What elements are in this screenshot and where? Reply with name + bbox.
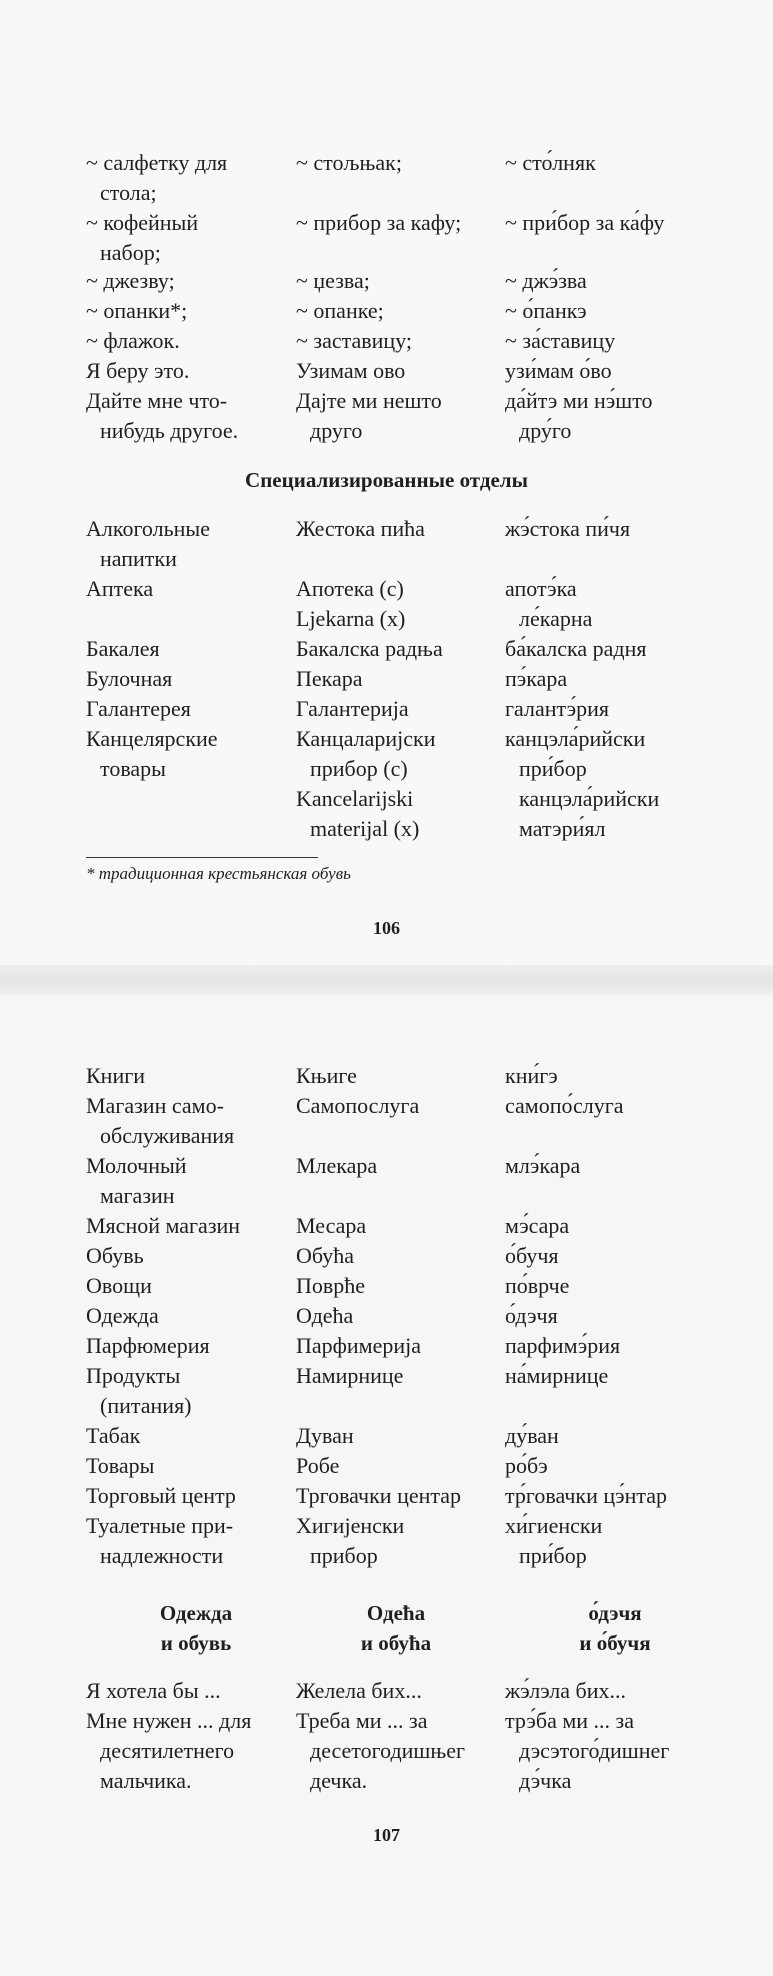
transcription bbox=[505, 1481, 770, 1511]
text-line: ~ при́бор за ка́фу bbox=[505, 210, 665, 235]
text-line: стола; bbox=[100, 180, 157, 205]
text-line: дечка. bbox=[310, 1768, 368, 1793]
transcription bbox=[505, 1451, 770, 1481]
text-line: ~ опанке; bbox=[296, 298, 384, 323]
transcription bbox=[505, 664, 770, 694]
text-line: Треба ми ... за bbox=[296, 1708, 428, 1733]
text-line: Магазин само- bbox=[86, 1093, 224, 1118]
serbian-phrase bbox=[296, 1061, 501, 1091]
transcription bbox=[505, 1421, 770, 1451]
text-line: Обувь bbox=[86, 1243, 144, 1268]
text-line: ~ опанки*; bbox=[86, 298, 188, 323]
text-line: да́йтэ ми нэ́што bbox=[505, 388, 653, 413]
serbian-phrase bbox=[296, 1676, 501, 1706]
text-line: Булочная bbox=[86, 666, 173, 691]
text-line: друго bbox=[310, 418, 363, 443]
russian-phrase bbox=[86, 296, 291, 326]
transcription bbox=[505, 1091, 770, 1121]
text-line: Одежда bbox=[86, 1303, 159, 1328]
text-line: дру́го bbox=[519, 418, 572, 443]
serbian-phrase bbox=[296, 574, 501, 634]
transcription bbox=[505, 1241, 770, 1271]
text-line: прибор (с) bbox=[310, 756, 408, 781]
text-line: Я хотела бы ... bbox=[86, 1678, 221, 1703]
text-line: ду́ван bbox=[505, 1423, 559, 1448]
russian-phrase bbox=[86, 208, 291, 268]
text-line: Туалетные при- bbox=[86, 1513, 234, 1538]
page-gap bbox=[0, 965, 773, 995]
text-line: Хигијенски bbox=[296, 1513, 405, 1538]
russian-phrase bbox=[86, 1151, 291, 1211]
serbian-phrase bbox=[296, 1706, 501, 1796]
page-106 bbox=[0, 0, 773, 965]
russian-phrase bbox=[86, 574, 291, 604]
russian-phrase bbox=[86, 634, 291, 664]
heading-sr bbox=[296, 1598, 496, 1658]
text-line: Поврће bbox=[296, 1273, 366, 1298]
russian-phrase bbox=[86, 664, 291, 694]
text-line: ле́карна bbox=[519, 606, 593, 631]
text-line: ~ флажок. bbox=[86, 328, 180, 353]
serbian-phrase bbox=[296, 1481, 501, 1511]
text-line: тр́говачки цэ́нтар bbox=[505, 1483, 668, 1508]
transcription bbox=[505, 1151, 770, 1181]
text-line: Торговый центр bbox=[86, 1483, 236, 1508]
text-line: Апотека (с) bbox=[296, 576, 404, 601]
heading-ru bbox=[96, 1598, 296, 1658]
heading-line: и обувь bbox=[160, 1631, 232, 1655]
text-line: Књиге bbox=[296, 1063, 357, 1088]
transcription bbox=[505, 296, 770, 326]
text-line: Бакалска радња bbox=[296, 636, 443, 661]
russian-phrase bbox=[86, 1676, 291, 1706]
text-line: Робе bbox=[296, 1453, 340, 1478]
text-line: Я беру это. bbox=[86, 358, 190, 383]
serbian-phrase bbox=[296, 1421, 501, 1451]
text-line: ~ сто́лняк bbox=[505, 150, 596, 175]
text-line: канцэла́рийски bbox=[505, 726, 646, 751]
text-line: ~ кофейный bbox=[86, 210, 199, 235]
russian-phrase bbox=[86, 1271, 291, 1301]
serbian-phrase bbox=[296, 208, 501, 238]
text-line: товары bbox=[100, 756, 166, 781]
russian-phrase bbox=[86, 1331, 291, 1361]
text-line: при́бор bbox=[519, 756, 587, 781]
text-line: Табак bbox=[86, 1423, 141, 1448]
russian-phrase bbox=[86, 1361, 291, 1421]
russian-phrase bbox=[86, 1511, 291, 1571]
text-line: жэ́стока пи́чя bbox=[505, 516, 631, 541]
text-line: дэсэтого́дишнег bbox=[519, 1738, 670, 1763]
serbian-phrase bbox=[296, 1091, 501, 1121]
heading-transcription bbox=[505, 1598, 725, 1658]
page-number: 106 bbox=[373, 918, 400, 938]
heading-line: о́дэчя bbox=[588, 1601, 642, 1625]
text-line: обслуживания bbox=[100, 1123, 235, 1148]
serbian-phrase bbox=[296, 1511, 501, 1571]
transcription bbox=[505, 1301, 770, 1331]
text-line: ~ прибор за кафу; bbox=[296, 210, 462, 235]
transcription bbox=[505, 724, 770, 844]
transcription bbox=[505, 356, 770, 386]
serbian-phrase bbox=[296, 664, 501, 694]
russian-phrase bbox=[86, 1091, 291, 1151]
text-line: Аптека bbox=[86, 576, 154, 601]
transcription bbox=[505, 514, 770, 544]
text-line: Алкогольные bbox=[86, 516, 210, 541]
serbian-phrase bbox=[296, 1301, 501, 1331]
transcription bbox=[505, 1331, 770, 1361]
text-line: прибор bbox=[310, 1543, 378, 1568]
text-line: Парфимерија bbox=[296, 1333, 422, 1358]
russian-phrase bbox=[86, 1706, 291, 1796]
russian-phrase bbox=[86, 1451, 291, 1481]
text-line: трэ́ба ми ... за bbox=[505, 1708, 634, 1733]
text-line: Узимам ово bbox=[296, 358, 406, 383]
text-line: Обућа bbox=[296, 1243, 355, 1268]
text-line: напитки bbox=[100, 546, 177, 571]
text-line: Галантерија bbox=[296, 696, 409, 721]
text-line: надлежности bbox=[100, 1543, 224, 1568]
russian-phrase bbox=[86, 356, 291, 386]
russian-phrase bbox=[86, 1481, 291, 1511]
text-line: Желела бих... bbox=[296, 1678, 422, 1703]
russian-phrase bbox=[86, 326, 291, 356]
text-line: десятилетнего bbox=[100, 1738, 235, 1763]
serbian-phrase bbox=[296, 1211, 501, 1241]
transcription bbox=[505, 1511, 770, 1571]
serbian-phrase bbox=[296, 386, 501, 446]
text-line: ~ за́ставицу bbox=[505, 328, 616, 353]
text-line: Ljekarna (х) bbox=[296, 606, 406, 631]
text-line: Дайте мне что- bbox=[86, 388, 228, 413]
text-line: на́мирнице bbox=[505, 1363, 609, 1388]
text-line: ~ о́панкэ bbox=[505, 298, 587, 323]
text-line: Товары bbox=[86, 1453, 155, 1478]
page-107 bbox=[0, 995, 773, 1976]
text-line: матэри́ял bbox=[519, 816, 606, 841]
serbian-phrase bbox=[296, 326, 501, 356]
text-line: ~ заставицу; bbox=[296, 328, 413, 353]
text-line: магазин bbox=[100, 1183, 175, 1208]
transcription bbox=[505, 1676, 770, 1706]
text-line: Книги bbox=[86, 1063, 146, 1088]
russian-phrase bbox=[86, 1301, 291, 1331]
transcription bbox=[505, 266, 770, 296]
text-line: Намирнице bbox=[296, 1363, 404, 1388]
russian-phrase bbox=[86, 148, 291, 208]
text-line: мальчика. bbox=[100, 1768, 192, 1793]
text-line: (питания) bbox=[100, 1393, 192, 1418]
transcription bbox=[505, 1061, 770, 1091]
transcription bbox=[505, 148, 770, 178]
text-line: ~ джэ́зва bbox=[505, 268, 587, 293]
serbian-phrase bbox=[296, 694, 501, 724]
text-line: materijal (х) bbox=[310, 816, 420, 841]
text-line: о́дэчя bbox=[505, 1303, 558, 1328]
text-line: хи́гиенски bbox=[505, 1513, 603, 1538]
text-line: Галантерея bbox=[86, 696, 191, 721]
text-line: ро́бэ bbox=[505, 1453, 548, 1478]
text-line: ~ стољњак; bbox=[296, 150, 402, 175]
transcription bbox=[505, 1271, 770, 1301]
text-line: Жестока пића bbox=[296, 516, 425, 541]
text-line: мэ́сара bbox=[505, 1213, 570, 1238]
text-line: Продукты bbox=[86, 1363, 181, 1388]
text-line: нибудь другое. bbox=[100, 418, 239, 443]
text-line: десетогодишњег bbox=[310, 1738, 466, 1763]
serbian-phrase bbox=[296, 1331, 501, 1361]
russian-phrase bbox=[86, 724, 291, 784]
transcription bbox=[505, 1361, 770, 1391]
transcription bbox=[505, 1706, 770, 1796]
transcription bbox=[505, 634, 770, 664]
section-title: Специализированные отделы bbox=[245, 468, 528, 492]
text-line: жэ́лэла бих... bbox=[505, 1678, 626, 1703]
heading-line: Одежда bbox=[159, 1601, 233, 1625]
transcription bbox=[505, 1211, 770, 1241]
heading-line: и о́бучя bbox=[579, 1631, 651, 1655]
serbian-phrase bbox=[296, 514, 501, 544]
serbian-phrase bbox=[296, 296, 501, 326]
russian-phrase bbox=[86, 266, 291, 296]
serbian-phrase bbox=[296, 356, 501, 386]
serbian-phrase bbox=[296, 1451, 501, 1481]
footnote-divider bbox=[86, 857, 318, 858]
russian-phrase bbox=[86, 514, 291, 574]
serbian-phrase bbox=[296, 1271, 501, 1301]
text-line: Трговачки центар bbox=[296, 1483, 462, 1508]
text-line: кни́гэ bbox=[505, 1063, 558, 1088]
russian-phrase bbox=[86, 1211, 291, 1241]
heading-line: Одећа bbox=[366, 1601, 426, 1625]
text-line: Мясной магазин bbox=[86, 1213, 241, 1238]
page-number: 107 bbox=[373, 1825, 400, 1845]
transcription bbox=[505, 386, 770, 446]
text-line: ~ салфетку для bbox=[86, 150, 228, 175]
text-line: Пекара bbox=[296, 666, 363, 691]
text-line: Мне нужен ... для bbox=[86, 1708, 252, 1733]
serbian-phrase bbox=[296, 1361, 501, 1391]
text-line: Дајте ми нешто bbox=[296, 388, 442, 413]
text-line: Канцелярские bbox=[86, 726, 218, 751]
serbian-phrase bbox=[296, 148, 501, 178]
text-line: самопо́слуга bbox=[505, 1093, 624, 1118]
transcription bbox=[505, 694, 770, 724]
text-line: о́бучя bbox=[505, 1243, 559, 1268]
text-line: ~ джезву; bbox=[86, 268, 175, 293]
text-line: Молочный bbox=[86, 1153, 187, 1178]
text-line: Овощи bbox=[86, 1273, 152, 1298]
serbian-phrase bbox=[296, 724, 501, 844]
text-line: Канцаларијски bbox=[296, 726, 436, 751]
serbian-phrase bbox=[296, 1241, 501, 1271]
transcription bbox=[505, 326, 770, 356]
text-line: пэ́кара bbox=[505, 666, 568, 691]
text-line: апотэ́ка bbox=[505, 576, 577, 601]
text-line: набор; bbox=[100, 240, 161, 265]
text-line: Парфюмерия bbox=[86, 1333, 210, 1358]
text-line: Млекара bbox=[296, 1153, 378, 1178]
russian-phrase bbox=[86, 1061, 291, 1091]
text-line: Бакалея bbox=[86, 636, 160, 661]
text-line: дэ́чка bbox=[519, 1768, 572, 1793]
text-line: ба́калска радня bbox=[505, 636, 647, 661]
text-line: ~ џезва; bbox=[296, 268, 370, 293]
russian-phrase bbox=[86, 386, 291, 446]
text-line: Kancelarijski bbox=[296, 786, 414, 811]
serbian-phrase bbox=[296, 634, 501, 664]
text-line: млэ́кара bbox=[505, 1153, 581, 1178]
footnote: * традиционная крестьянская обувь bbox=[86, 864, 351, 883]
text-line: парфимэ́рия bbox=[505, 1333, 621, 1358]
heading-line: и обућа bbox=[360, 1631, 432, 1655]
text-line: галантэ́рия bbox=[505, 696, 609, 721]
russian-phrase bbox=[86, 1421, 291, 1451]
serbian-phrase bbox=[296, 1151, 501, 1181]
transcription bbox=[505, 208, 770, 238]
text-line: узи́мам о́во bbox=[505, 358, 612, 383]
russian-phrase bbox=[86, 694, 291, 724]
text-line: Самопослуга bbox=[296, 1093, 420, 1118]
text-line: канцэла́рийски bbox=[519, 786, 660, 811]
text-line: при́бор bbox=[519, 1543, 587, 1568]
serbian-phrase bbox=[296, 266, 501, 296]
russian-phrase bbox=[86, 1241, 291, 1271]
text-line: Одећа bbox=[296, 1303, 354, 1328]
transcription bbox=[505, 574, 770, 634]
text-line: Месара bbox=[296, 1213, 367, 1238]
text-line: по́врче bbox=[505, 1273, 570, 1298]
text-line: Дуван bbox=[296, 1423, 354, 1448]
